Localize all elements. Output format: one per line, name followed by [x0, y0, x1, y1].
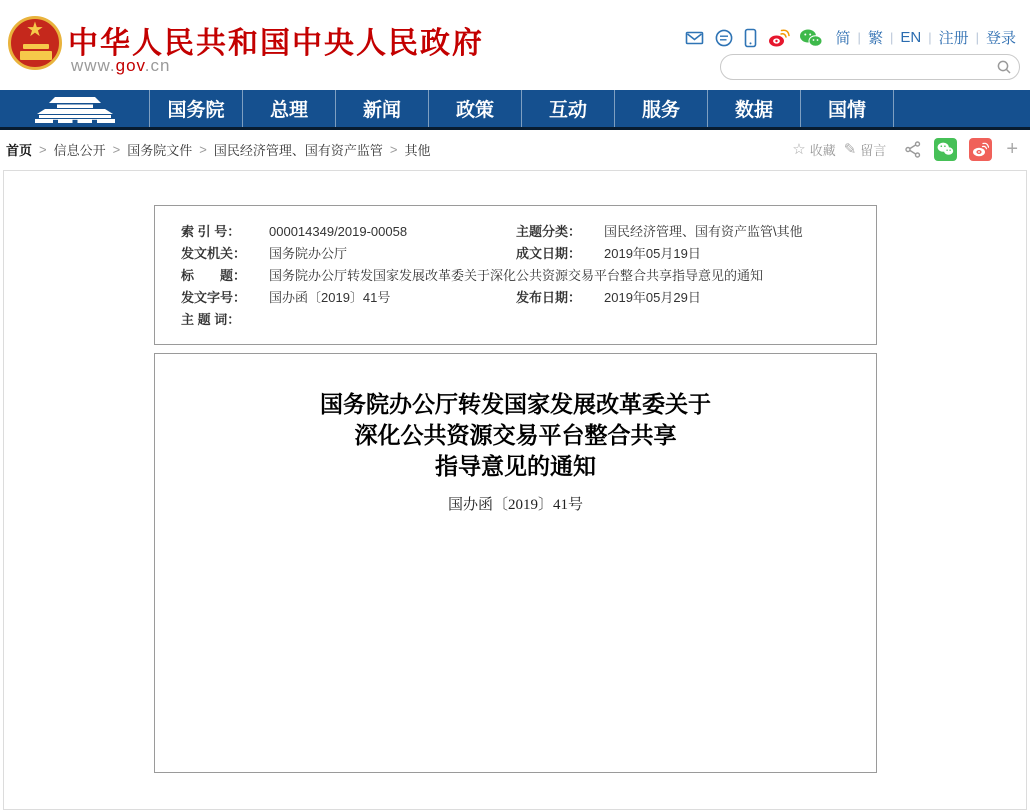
weibo-icon[interactable]: [767, 28, 790, 48]
header-quick-links: [684, 27, 1016, 48]
document-title-line1: 国务院办公厅转发国家发展改革委关于: [320, 392, 711, 417]
meta-label-doc-number: 发文字号：: [181, 290, 247, 305]
divider: |: [889, 30, 894, 45]
breadcrumb-info-disclosure[interactable]: 信息公开: [53, 142, 106, 158]
nav-filler: [894, 90, 1030, 127]
breadcrumb-category[interactable]: 国民经济管理、国有资产监管: [213, 142, 383, 158]
site-title: 中华人民共和国中央人民政府: [68, 27, 484, 60]
nav-item-hudong[interactable]: 互动: [522, 90, 615, 127]
document-meta-table: [154, 205, 877, 345]
tiananmen-icon: [23, 95, 127, 123]
site-url: [71, 56, 170, 76]
share-icon[interactable]: [904, 141, 922, 158]
comment-label: 留言: [860, 142, 887, 158]
search-input[interactable]: [721, 56, 989, 78]
meta-row: [181, 265, 858, 287]
share-wechat-button[interactable]: [934, 138, 957, 161]
search-icon: [996, 59, 1013, 76]
search-box: [720, 54, 1020, 80]
mail-icon[interactable]: [684, 28, 705, 48]
nav-item-guowuyuan[interactable]: 国务院: [150, 90, 243, 127]
meta-value-issuing-agency: 国务院办公厅: [269, 246, 348, 261]
meta-value-topic-category: 国民经济管理、国有资产监管\其他: [604, 224, 803, 239]
breadcrumb-state-council-docs[interactable]: 国务院文件: [127, 142, 193, 158]
url-gov: gov: [115, 56, 145, 75]
meta-row: [181, 287, 858, 309]
url-www: www.: [71, 56, 116, 75]
content-container: [3, 170, 1027, 810]
meta-label-publish-date: 发布日期：: [516, 290, 582, 305]
login-link[interactable]: 登录: [985, 30, 1016, 47]
divider: |: [857, 30, 861, 45]
search-button[interactable]: [989, 55, 1019, 79]
lang-simplified-link[interactable]: 简: [835, 30, 851, 47]
breadcrumb-separator: >: [39, 141, 47, 157]
breadcrumb-separator: >: [389, 141, 398, 157]
nav-item-fuwu[interactable]: 服务: [615, 90, 708, 127]
comment-button[interactable]: [844, 140, 887, 159]
url-cn: .cn: [144, 56, 171, 75]
meta-label-index-number: 索 引 号：: [181, 224, 241, 239]
breadcrumb-row: [0, 130, 1030, 168]
national-emblem-icon: ★: [8, 14, 64, 74]
favorite-label: 收藏: [809, 142, 836, 158]
breadcrumb-separator: >: [199, 141, 207, 157]
document-title-line3: 指导意见的通知: [435, 454, 596, 479]
pencil-icon: ✎: [843, 141, 857, 158]
meta-row: [181, 243, 858, 265]
site-header: [0, 0, 1030, 90]
breadcrumb-home[interactable]: 首页: [6, 142, 33, 158]
meta-label-keywords: 主 题 词：: [181, 312, 241, 327]
meta-label-issuing-agency: 发文机关：: [181, 246, 247, 261]
meta-label-title: 标 题：: [181, 268, 247, 283]
meta-value-written-date: 2019年05月19日: [604, 246, 701, 261]
divider: |: [975, 30, 979, 45]
wechat-share-icon: [937, 142, 954, 156]
meta-label-topic-category: 主题分类：: [516, 224, 582, 239]
nav-item-zongli[interactable]: 总理: [243, 90, 336, 127]
meta-value-title: 国务院办公厅转发国家发展改革委关于深化公共资源交易平台整合共享指导意见的通知: [269, 268, 764, 283]
meta-row: [181, 221, 858, 243]
wechat-icon[interactable]: [799, 28, 823, 48]
lang-traditional-link[interactable]: 繁: [867, 30, 883, 47]
nav-home-tiananmen[interactable]: [0, 90, 150, 127]
meta-value-doc-number: 国办函〔2019〕41号: [269, 290, 391, 305]
mobile-icon[interactable]: [743, 28, 758, 48]
document-number: 国办函〔2019〕41号: [447, 497, 583, 513]
message-icon[interactable]: [714, 28, 734, 48]
meta-value-index-number: 000014349/2019-00058: [269, 224, 408, 239]
meta-label-written-date: 成文日期：: [516, 246, 582, 261]
register-link[interactable]: 注册: [938, 30, 969, 47]
page-actions: [792, 138, 1018, 161]
nav-item-zhengce[interactable]: 政策: [429, 90, 522, 127]
lang-links: [836, 27, 1016, 48]
weibo-share-icon: [972, 142, 989, 157]
more-share-button[interactable]: +: [1006, 138, 1018, 160]
share-weibo-button[interactable]: [969, 138, 992, 161]
lang-english-link[interactable]: EN: [900, 29, 922, 46]
document-title-line2: 深化公共资源交易平台整合共享: [354, 423, 677, 448]
nav-item-guoqing[interactable]: 国情: [801, 90, 894, 127]
meta-row: [181, 309, 858, 331]
breadcrumb-separator: >: [112, 141, 121, 157]
meta-value-publish-date: 2019年05月29日: [604, 290, 701, 305]
nav-item-shuju[interactable]: 数据: [708, 90, 801, 127]
nav-item-xinwen[interactable]: 新闻: [336, 90, 429, 127]
star-icon: ☆: [792, 141, 806, 158]
breadcrumb-other: 其他: [404, 142, 431, 158]
main-nav: [0, 90, 1030, 130]
favorite-button[interactable]: [792, 140, 835, 159]
document-body: [154, 353, 877, 773]
divider: |: [928, 30, 932, 45]
